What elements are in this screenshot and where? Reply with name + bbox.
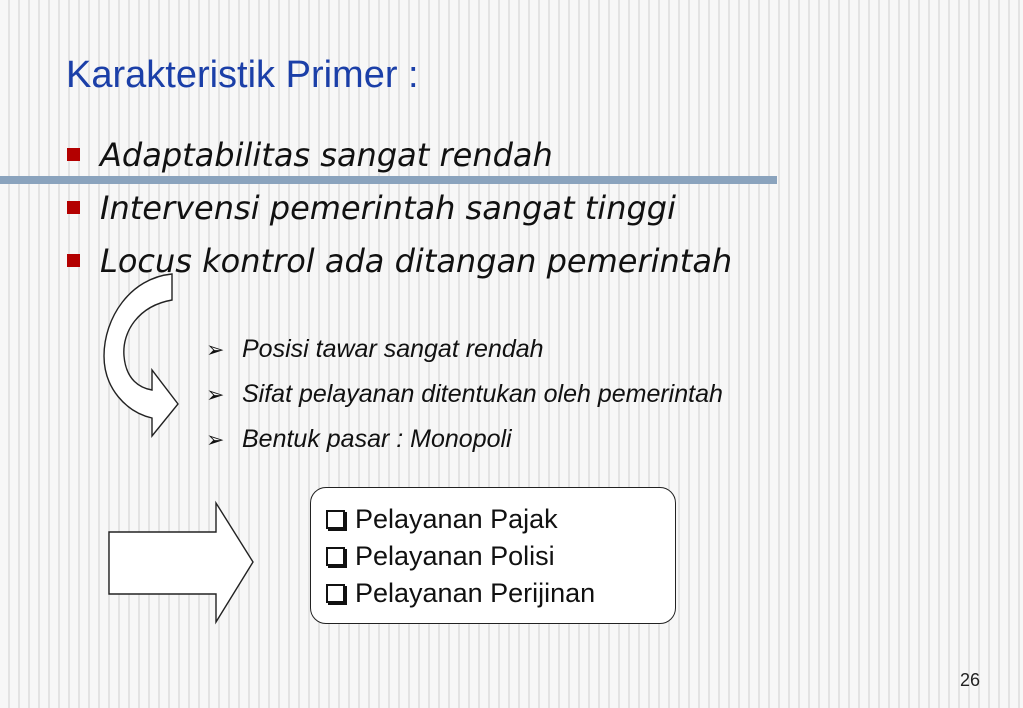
list-item xyxy=(326,576,595,613)
checkbox-bullet-icon xyxy=(326,510,345,529)
consequence-list xyxy=(206,331,723,466)
service-text: Pelayanan Pajak xyxy=(355,504,558,534)
arrow-bullet-icon: ➢ xyxy=(206,427,225,452)
consequence-text: Bentuk pasar : Monopoli xyxy=(242,425,512,453)
right-arrow-icon xyxy=(108,502,256,626)
list-item xyxy=(206,376,723,421)
arrow-bullet-icon: ➢ xyxy=(206,382,225,407)
slide-title: Karakteristik Primer : xyxy=(66,54,419,96)
list-item xyxy=(66,185,732,238)
square-bullet-icon xyxy=(67,148,80,161)
consequence-text: Posisi tawar sangat rendah xyxy=(242,335,544,363)
square-bullet-icon xyxy=(67,254,80,267)
arrow-bullet-icon: ➢ xyxy=(206,337,225,362)
title-divider xyxy=(0,176,777,184)
page-number: 26 xyxy=(960,670,981,690)
checkbox-bullet-icon xyxy=(326,547,345,566)
list-item xyxy=(206,331,723,376)
bullet-text: Adaptabilitas sangat rendah xyxy=(100,136,553,174)
list-item xyxy=(206,421,723,466)
service-text: Pelayanan Perijinan xyxy=(355,578,596,608)
curved-arrow-icon xyxy=(100,270,210,440)
bullet-text: Intervensi pemerintah sangat tinggi xyxy=(100,189,676,227)
services-list xyxy=(326,502,595,613)
service-text: Pelayanan Polisi xyxy=(355,541,555,571)
list-item xyxy=(326,539,595,576)
characteristics-list xyxy=(66,132,732,291)
list-item xyxy=(326,502,595,539)
consequence-text: Sifat pelayanan ditentukan oleh pemerintah xyxy=(242,380,723,408)
square-bullet-icon xyxy=(67,201,80,214)
bullet-text: Locus kontrol ada ditangan pemerintah xyxy=(100,242,733,280)
checkbox-bullet-icon xyxy=(326,584,345,603)
